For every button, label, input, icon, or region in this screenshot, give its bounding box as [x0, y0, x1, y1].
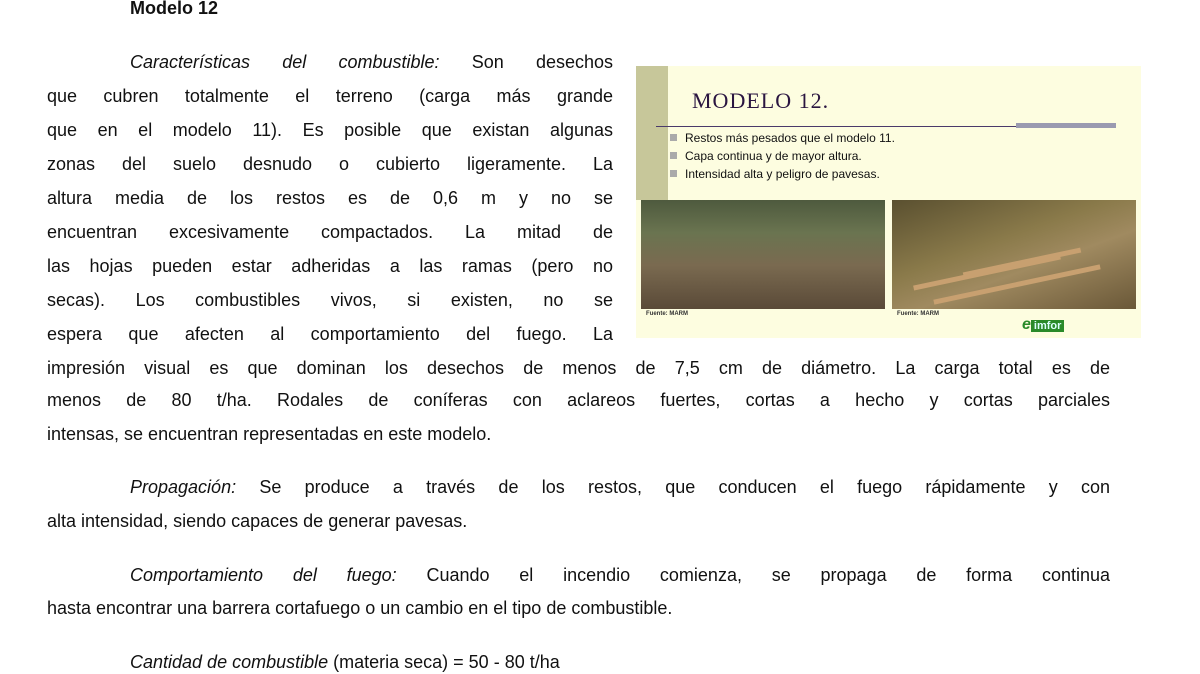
slide-title: MODELO 12.	[692, 88, 830, 113]
photo-caption: Fuente: MARM	[897, 311, 939, 317]
text: Intensidad alta y peligro de pavesas.	[685, 167, 880, 181]
text: Se produce a través de los restos, que conducen el fuego rápidamente y con	[236, 477, 1110, 497]
slide-bullet	[670, 149, 862, 163]
paragraph-label: Comportamiento del fuego:	[130, 565, 397, 585]
text: Restos más pesados que el modelo 11.	[685, 131, 895, 145]
text: Capa continua y de mayor altura.	[685, 149, 862, 163]
text: Cuando el incendio comienza, se propaga de forma continua	[396, 565, 1110, 585]
paragraph-line	[130, 476, 1110, 498]
paragraph-line: intensas, se encuentran representadas en este modelo.	[47, 424, 492, 444]
paragraph-line: altura media de los restos es de 0,6 m y no se	[47, 188, 613, 208]
paragraph-line: que cubren totalmente el terreno (carga más grande	[47, 86, 613, 106]
paragraph-line: hasta encontrar una barrera cortafuego o un cambio en el tipo de combustible.	[47, 598, 673, 618]
slide-bullet	[670, 131, 895, 145]
logo: e imfor	[1022, 316, 1064, 334]
paragraph-label: Cantidad de combustible	[130, 652, 329, 672]
paragraph-line: las hojas pueden estar adheridas a las ramas (pero no	[47, 256, 613, 276]
slide-accent-bar	[636, 66, 668, 200]
bullet-square-icon	[670, 134, 677, 141]
forest-debris-photo	[641, 200, 885, 309]
paragraph-label: Características del combustible:	[130, 52, 440, 72]
divider-accent	[1016, 123, 1116, 128]
paragraph-line	[130, 564, 1110, 586]
paragraph-line: impresión visual es que dominan los desechos de menos de 7,5 cm de diámetro. La carga total es de	[47, 358, 1110, 378]
paragraph-line: que en el modelo 11). Es posible que existan algunas	[47, 120, 613, 140]
text: (materia seca) = 50 - 80 t/ha	[328, 652, 560, 672]
paragraph-line: encuentran excesivamente compactados. La mitad de	[47, 222, 613, 242]
text: Son desechos	[439, 52, 613, 72]
paragraph-line: secas). Los combustibles vivos, si existen, no se	[47, 290, 613, 310]
fallen-logs-photo	[892, 200, 1136, 309]
slide-bullet	[670, 167, 880, 181]
bullet-square-icon	[670, 170, 677, 177]
paragraph-line	[130, 51, 613, 73]
slide-figure	[636, 66, 1141, 338]
paragraph-line: zonas del suelo desnudo o cubierto ligeramente. La	[47, 154, 613, 174]
paragraph-line: alta intensidad, siendo capaces de generar pavesas.	[47, 511, 468, 531]
paragraph-line	[130, 651, 560, 673]
paragraph-line: menos de 80 t/ha. Rodales de coníferas con aclareos fuertes, cortas a hecho y cortas parciales	[47, 390, 1110, 410]
bullet-square-icon	[670, 152, 677, 159]
paragraph-line: espera que afecten al comportamiento del fuego. La	[47, 324, 613, 344]
paragraph-label: Propagación:	[130, 477, 237, 497]
photo-caption: Fuente: MARM	[646, 311, 688, 317]
section-heading: Modelo 12	[130, 0, 219, 18]
